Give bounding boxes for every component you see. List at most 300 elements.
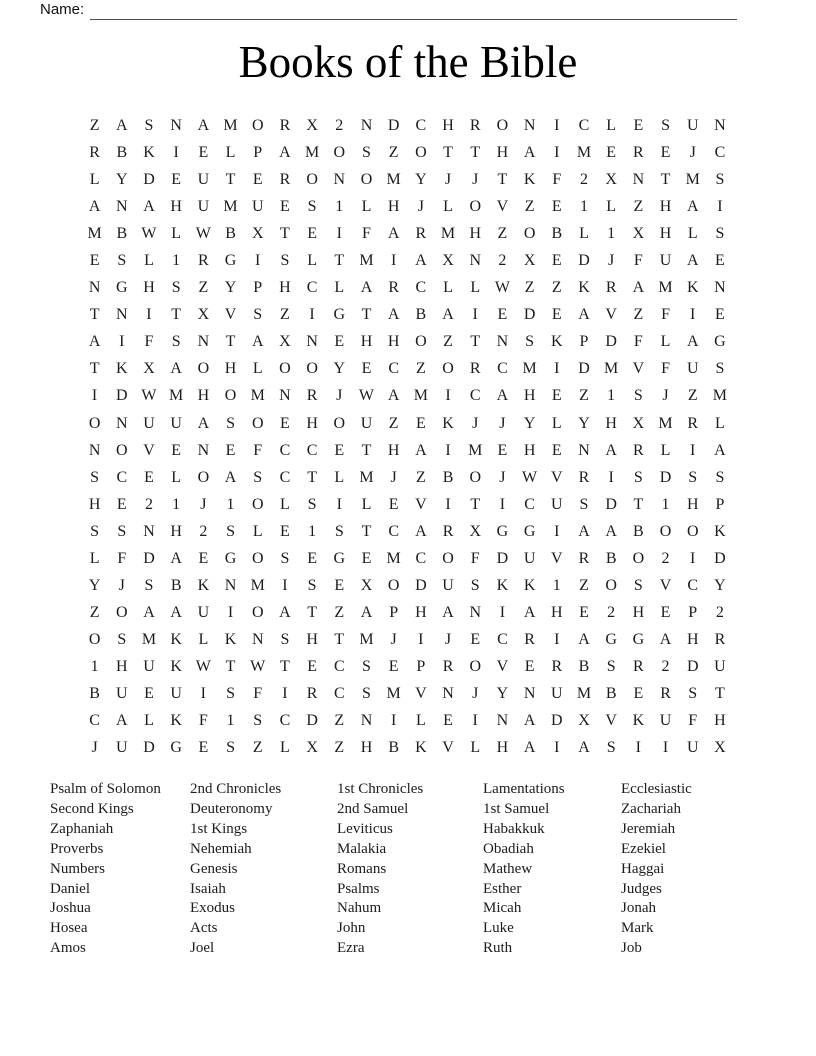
grid-letter[interactable]: S [117, 522, 127, 540]
grid-letter[interactable]: A [578, 522, 590, 540]
name-blank-line[interactable] [90, 1, 737, 20]
grid-letter[interactable]: A [251, 333, 264, 351]
grid-letter[interactable]: B [116, 225, 128, 243]
grid-letter[interactable]: Z [89, 603, 100, 621]
grid-letter[interactable]: A [279, 603, 291, 621]
grid-letter[interactable]: T [497, 171, 508, 189]
grid-letter[interactable]: J [472, 171, 479, 189]
grid-letter[interactable]: S [90, 468, 100, 486]
grid-letter[interactable]: R [605, 279, 617, 297]
grid-letter[interactable]: M [359, 468, 374, 486]
grid-letter[interactable]: A [523, 603, 536, 621]
grid-letter[interactable]: X [143, 360, 155, 378]
grid-letter[interactable]: Z [633, 306, 644, 324]
grid-letter[interactable]: A [360, 279, 373, 297]
grid-letter[interactable]: E [307, 549, 317, 567]
grid-letter[interactable]: L [334, 468, 345, 486]
grid-letter[interactable]: R [714, 630, 726, 648]
grid-letter[interactable]: C [524, 495, 535, 513]
grid-letter[interactable]: O [442, 360, 454, 378]
grid-letter[interactable]: Z [198, 279, 209, 297]
grid-letter[interactable]: F [661, 360, 670, 378]
grid-letter[interactable]: I [282, 576, 288, 594]
grid-letter[interactable]: J [662, 387, 669, 405]
grid-letter[interactable]: A [605, 522, 617, 540]
grid-letter[interactable]: I [227, 603, 234, 621]
grid-letter[interactable]: F [117, 549, 127, 567]
grid-letter[interactable]: C [116, 468, 128, 486]
grid-letter[interactable]: H [523, 387, 536, 405]
grid-letter[interactable]: G [632, 630, 645, 648]
grid-letter[interactable]: T [225, 657, 236, 675]
grid-letter[interactable]: P [253, 279, 263, 297]
grid-letter[interactable]: T [225, 333, 236, 351]
grid-letter[interactable]: H [88, 495, 101, 513]
grid-letter[interactable]: K [551, 333, 563, 351]
grid-letter[interactable]: C [415, 279, 427, 297]
grid-letter[interactable]: N [224, 576, 237, 594]
grid-letter[interactable]: E [497, 306, 508, 324]
grid-letter[interactable]: Z [579, 576, 589, 594]
grid-letter[interactable]: J [689, 144, 696, 162]
grid-letter[interactable]: I [690, 441, 696, 459]
grid-letter[interactable]: S [280, 252, 290, 270]
grid-letter[interactable]: H [116, 657, 128, 675]
grid-letter[interactable]: V [551, 549, 563, 567]
grid-letter[interactable]: O [469, 198, 481, 216]
grid-letter[interactable]: L [687, 225, 698, 243]
grid-letter[interactable]: A [578, 630, 590, 648]
grid-letter[interactable]: U [170, 684, 182, 702]
grid-letter[interactable]: M [87, 225, 102, 243]
grid-letter[interactable]: C [497, 360, 508, 378]
grid-letter[interactable]: J [608, 252, 615, 270]
grid-letter[interactable]: H [387, 441, 400, 459]
grid-letter[interactable]: B [442, 468, 454, 486]
grid-letter[interactable]: V [496, 198, 509, 216]
grid-letter[interactable]: E [551, 198, 562, 216]
grid-letter[interactable]: A [578, 739, 590, 757]
grid-letter[interactable]: K [714, 522, 726, 540]
grid-letter[interactable]: J [118, 576, 125, 594]
grid-letter[interactable]: E [307, 225, 317, 243]
grid-letter[interactable]: 2 [199, 522, 208, 540]
grid-letter[interactable]: A [686, 333, 699, 351]
grid-letter[interactable]: R [633, 144, 644, 162]
grid-letter[interactable]: O [387, 576, 400, 594]
grid-letter[interactable]: N [496, 333, 509, 351]
grid-letter[interactable]: O [686, 522, 699, 540]
grid-letter[interactable]: L [225, 144, 236, 162]
grid-letter[interactable]: B [578, 657, 590, 675]
grid-letter[interactable]: I [472, 306, 478, 324]
grid-letter[interactable]: D [686, 657, 699, 675]
grid-letter[interactable]: R [442, 657, 454, 675]
grid-letter[interactable]: T [280, 657, 290, 675]
grid-letter[interactable]: S [144, 117, 154, 134]
grid-letter[interactable]: 1 [552, 576, 561, 594]
grid-letter[interactable]: O [251, 117, 264, 134]
grid-letter[interactable]: S [606, 739, 616, 757]
grid-letter[interactable]: H [714, 712, 726, 730]
grid-letter[interactable]: H [496, 144, 509, 162]
grid-letter[interactable]: S [280, 549, 290, 567]
grid-letter[interactable]: L [307, 252, 317, 270]
grid-letter[interactable]: I [554, 739, 560, 757]
grid-letter[interactable]: E [470, 630, 481, 648]
grid-letter[interactable]: B [605, 684, 617, 702]
grid-letter[interactable]: L [551, 414, 562, 432]
grid-letter[interactable]: C [415, 117, 427, 134]
grid-letter[interactable]: H [469, 225, 481, 243]
grid-letter[interactable]: H [442, 117, 454, 134]
grid-letter[interactable]: M [223, 198, 238, 216]
grid-letter[interactable]: E [715, 306, 725, 324]
grid-letter[interactable]: D [496, 549, 509, 567]
grid-letter[interactable]: Z [497, 225, 508, 243]
grid-letter[interactable]: K [686, 279, 699, 297]
grid-letter[interactable]: U [686, 739, 699, 757]
grid-letter[interactable]: 1 [172, 495, 181, 513]
grid-letter[interactable]: G [224, 252, 237, 270]
grid-letter[interactable]: S [226, 414, 235, 432]
grid-letter[interactable]: U [659, 252, 672, 270]
grid-letter[interactable]: U [686, 360, 699, 378]
grid-letter[interactable]: W [250, 657, 266, 675]
grid-letter[interactable]: D [143, 171, 155, 189]
grid-letter[interactable]: M [685, 171, 700, 189]
grid-letter[interactable]: 2 [579, 171, 588, 189]
grid-letter[interactable]: H [170, 522, 182, 540]
grid-letter[interactable]: L [361, 495, 372, 513]
grid-letter[interactable]: L [443, 279, 453, 297]
grid-letter[interactable]: E [334, 333, 345, 351]
grid-letter[interactable]: A [387, 306, 400, 324]
grid-letter[interactable]: J [390, 630, 397, 648]
grid-letter[interactable]: E [361, 549, 372, 567]
grid-letter[interactable]: Y [578, 414, 590, 432]
grid-letter[interactable]: B [116, 144, 128, 162]
grid-letter[interactable]: U [714, 657, 726, 675]
grid-letter[interactable]: X [578, 712, 590, 730]
grid-letter[interactable]: E [497, 441, 508, 459]
grid-letter[interactable]: K [496, 576, 509, 594]
grid-letter[interactable]: Z [89, 117, 100, 134]
grid-letter[interactable]: T [334, 630, 345, 648]
grid-letter[interactable]: Y [496, 684, 509, 702]
grid-letter[interactable]: S [362, 657, 371, 675]
grid-letter[interactable]: S [253, 306, 263, 324]
grid-letter[interactable]: X [632, 225, 645, 243]
grid-letter[interactable]: A [279, 144, 291, 162]
grid-letter[interactable]: S [171, 333, 181, 351]
grid-letter[interactable]: S [633, 468, 643, 486]
grid-letter[interactable]: J [91, 739, 98, 757]
grid-letter[interactable]: L [89, 549, 100, 567]
grid-letter[interactable]: N [116, 414, 128, 432]
grid-letter[interactable]: K [116, 360, 128, 378]
grid-letter[interactable]: F [362, 225, 371, 243]
grid-letter[interactable]: 2 [661, 549, 670, 567]
grid-letter[interactable]: I [690, 549, 696, 567]
grid-letter[interactable]: R [388, 279, 399, 297]
grid-letter[interactable]: O [251, 603, 264, 621]
grid-letter[interactable]: Z [579, 387, 589, 405]
grid-letter[interactable]: V [659, 576, 672, 594]
grid-letter[interactable]: C [333, 657, 345, 675]
grid-letter[interactable]: N [469, 252, 481, 270]
grid-letter[interactable]: U [551, 684, 563, 702]
grid-letter[interactable]: U [197, 171, 210, 189]
grid-letter[interactable]: A [442, 306, 454, 324]
grid-letter[interactable]: D [306, 712, 318, 730]
grid-letter[interactable]: C [89, 712, 100, 730]
grid-letter[interactable]: C [497, 630, 508, 648]
grid-letter[interactable]: T [443, 144, 453, 162]
grid-letter[interactable]: C [714, 144, 726, 162]
grid-letter[interactable]: Z [687, 387, 698, 405]
grid-letter[interactable]: E [252, 171, 263, 189]
grid-letter[interactable]: S [579, 495, 589, 513]
grid-letter[interactable]: L [606, 117, 617, 134]
grid-letter[interactable]: L [252, 360, 263, 378]
grid-letter[interactable]: X [469, 522, 481, 540]
grid-letter[interactable]: N [88, 279, 101, 297]
grid-letter[interactable]: K [170, 657, 182, 675]
grid-letter[interactable]: 1 [335, 198, 344, 216]
grid-letter[interactable]: G [496, 522, 509, 540]
grid-letter[interactable]: S [688, 684, 698, 702]
grid-letter[interactable]: R [415, 225, 427, 243]
grid-letter[interactable]: O [360, 171, 373, 189]
grid-letter[interactable]: Z [415, 360, 426, 378]
grid-letter[interactable]: G [116, 279, 128, 297]
grid-letter[interactable]: J [200, 495, 207, 513]
grid-letter[interactable]: H [306, 414, 318, 432]
grid-letter[interactable]: Z [334, 712, 345, 730]
grid-letter[interactable]: F [688, 712, 698, 730]
grid-letter[interactable]: B [605, 549, 617, 567]
grid-letter[interactable]: M [658, 414, 673, 432]
grid-letter[interactable]: H [415, 603, 427, 621]
grid-letter[interactable]: 1 [579, 198, 588, 216]
grid-letter[interactable]: A [496, 387, 509, 405]
grid-letter[interactable]: D [387, 117, 400, 134]
grid-letter[interactable]: S [362, 684, 371, 702]
grid-letter[interactable]: A [197, 414, 210, 432]
grid-letter[interactable]: 2 [661, 657, 670, 675]
grid-letter[interactable]: R [279, 171, 291, 189]
grid-letter[interactable]: M [468, 441, 483, 459]
grid-letter[interactable]: V [415, 684, 427, 702]
grid-letter[interactable]: X [360, 576, 373, 594]
grid-letter[interactable]: E [551, 387, 562, 405]
grid-letter[interactable]: 1 [661, 495, 670, 513]
grid-letter[interactable]: 2 [498, 252, 507, 270]
grid-letter[interactable]: K [523, 576, 536, 594]
grid-letter[interactable]: J [499, 468, 506, 486]
grid-letter[interactable]: T [470, 144, 481, 162]
grid-letter[interactable]: S [470, 576, 480, 594]
grid-letter[interactable]: U [197, 198, 210, 216]
grid-letter[interactable]: L [443, 198, 453, 216]
grid-letter[interactable]: S [117, 630, 127, 648]
grid-letter[interactable]: I [445, 441, 451, 459]
grid-letter[interactable]: S [90, 522, 100, 540]
grid-letter[interactable]: H [523, 441, 536, 459]
grid-letter[interactable]: P [389, 603, 399, 621]
grid-letter[interactable]: U [116, 739, 128, 757]
grid-letter[interactable]: O [469, 657, 481, 675]
grid-letter[interactable]: C [388, 360, 399, 378]
grid-letter[interactable]: O [605, 576, 617, 594]
grid-letter[interactable]: D [143, 549, 155, 567]
grid-letter[interactable]: S [633, 387, 643, 405]
grid-letter[interactable]: O [88, 414, 101, 432]
grid-letter[interactable]: L [660, 333, 671, 351]
grid-letter[interactable]: S [633, 576, 643, 594]
grid-letter[interactable]: S [226, 684, 235, 702]
grid-letter[interactable]: M [576, 684, 592, 702]
grid-letter[interactable]: A [415, 252, 427, 270]
grid-letter[interactable]: 1 [172, 252, 181, 270]
grid-letter[interactable]: C [306, 279, 318, 297]
grid-letter[interactable]: M [386, 684, 401, 702]
grid-letter[interactable]: K [578, 279, 590, 297]
grid-letter[interactable]: 1 [607, 387, 616, 405]
grid-letter[interactable]: E [715, 252, 725, 270]
grid-letter[interactable]: X [279, 333, 291, 351]
grid-letter[interactable]: X [197, 306, 210, 324]
grid-letter[interactable]: T [470, 333, 481, 351]
grid-letter[interactable]: H [279, 279, 291, 297]
grid-letter[interactable]: E [551, 441, 562, 459]
grid-letter[interactable]: Z [334, 739, 345, 757]
grid-letter[interactable]: S [226, 739, 235, 757]
grid-letter[interactable]: R [524, 630, 535, 648]
grid-letter[interactable]: L [715, 414, 725, 432]
grid-letter[interactable]: L [252, 522, 263, 540]
grid-letter[interactable]: V [632, 360, 645, 378]
grid-letter[interactable]: F [661, 306, 670, 324]
grid-letter[interactable]: P [416, 657, 426, 675]
grid-letter[interactable]: C [279, 712, 291, 730]
grid-letter[interactable]: E [334, 441, 345, 459]
grid-letter[interactable]: T [89, 306, 100, 324]
grid-letter[interactable]: N [523, 684, 536, 702]
grid-letter[interactable]: N [496, 712, 509, 730]
grid-letter[interactable]: P [253, 144, 263, 162]
grid-letter[interactable]: S [715, 171, 725, 189]
grid-letter[interactable]: K [442, 414, 454, 432]
grid-letter[interactable]: N [170, 117, 182, 134]
grid-letter[interactable]: I [282, 684, 288, 702]
grid-letter[interactable]: N [197, 441, 210, 459]
grid-letter[interactable]: H [659, 198, 672, 216]
grid-letter[interactable]: Z [443, 333, 453, 351]
grid-letter[interactable]: T [280, 225, 290, 243]
grid-letter[interactable]: E [171, 441, 182, 459]
grid-letter[interactable]: R [469, 117, 481, 134]
grid-letter[interactable]: I [390, 252, 397, 270]
grid-letter[interactable]: V [143, 441, 155, 459]
grid-letter[interactable]: F [633, 252, 643, 270]
grid-letter[interactable]: S [144, 576, 154, 594]
grid-letter[interactable]: A [387, 387, 400, 405]
grid-letter[interactable]: J [444, 171, 452, 189]
grid-letter[interactable]: O [197, 468, 210, 486]
grid-letter[interactable]: Y [116, 171, 128, 189]
grid-letter[interactable]: I [119, 333, 125, 351]
grid-letter[interactable]: I [472, 712, 478, 730]
grid-letter[interactable]: I [690, 306, 696, 324]
grid-letter[interactable]: C [279, 468, 291, 486]
grid-letter[interactable]: L [171, 468, 182, 486]
grid-letter[interactable]: L [415, 712, 426, 730]
grid-letter[interactable]: M [250, 387, 265, 405]
grid-letter[interactable]: A [116, 117, 128, 134]
grid-letter[interactable]: E [171, 171, 182, 189]
grid-letter[interactable]: D [551, 712, 563, 730]
grid-letter[interactable]: D [143, 739, 155, 757]
grid-letter[interactable]: G [605, 630, 617, 648]
grid-letter[interactable]: W [141, 225, 157, 243]
grid-letter[interactable]: I [499, 603, 506, 621]
grid-letter[interactable]: B [170, 576, 182, 594]
grid-letter[interactable]: O [116, 441, 128, 459]
grid-letter[interactable]: Z [633, 198, 644, 216]
grid-letter[interactable]: A [686, 198, 699, 216]
grid-letter[interactable]: X [306, 739, 318, 757]
grid-letter[interactable]: I [200, 684, 206, 702]
grid-letter[interactable]: M [576, 144, 592, 162]
grid-letter[interactable]: A [523, 144, 536, 162]
grid-letter[interactable]: H [387, 198, 400, 216]
grid-letter[interactable]: I [445, 495, 451, 513]
grid-letter[interactable]: H [686, 495, 699, 513]
grid-letter[interactable]: I [635, 739, 641, 757]
grid-letter[interactable]: S [715, 468, 725, 486]
grid-letter[interactable]: H [197, 387, 210, 405]
grid-letter[interactable]: E [198, 549, 209, 567]
grid-letter[interactable]: Y [88, 576, 101, 594]
grid-letter[interactable]: J [472, 414, 479, 432]
grid-letter[interactable]: A [659, 630, 672, 648]
grid-letter[interactable]: K [415, 739, 427, 757]
grid-letter[interactable]: R [89, 144, 100, 162]
grid-letter[interactable]: N [442, 684, 454, 702]
grid-letter[interactable]: L [280, 739, 290, 757]
grid-letter[interactable]: H [224, 360, 237, 378]
grid-letter[interactable]: U [551, 495, 563, 513]
grid-letter[interactable]: R [306, 387, 318, 405]
grid-letter[interactable]: I [173, 144, 179, 162]
grid-letter[interactable]: S [280, 630, 290, 648]
grid-letter[interactable]: E [144, 468, 154, 486]
grid-letter[interactable]: J [336, 387, 343, 405]
grid-letter[interactable]: C [333, 684, 345, 702]
grid-letter[interactable]: M [712, 387, 728, 405]
grid-letter[interactable]: N [714, 279, 726, 297]
grid-letter[interactable]: A [143, 603, 155, 621]
grid-letter[interactable]: I [418, 630, 424, 648]
grid-letter[interactable]: S [661, 117, 670, 134]
grid-letter[interactable]: F [253, 441, 263, 459]
grid-letter[interactable]: M [141, 630, 157, 648]
grid-letter[interactable]: O [251, 549, 264, 567]
grid-letter[interactable]: U [170, 414, 182, 432]
grid-letter[interactable]: W [522, 468, 538, 486]
